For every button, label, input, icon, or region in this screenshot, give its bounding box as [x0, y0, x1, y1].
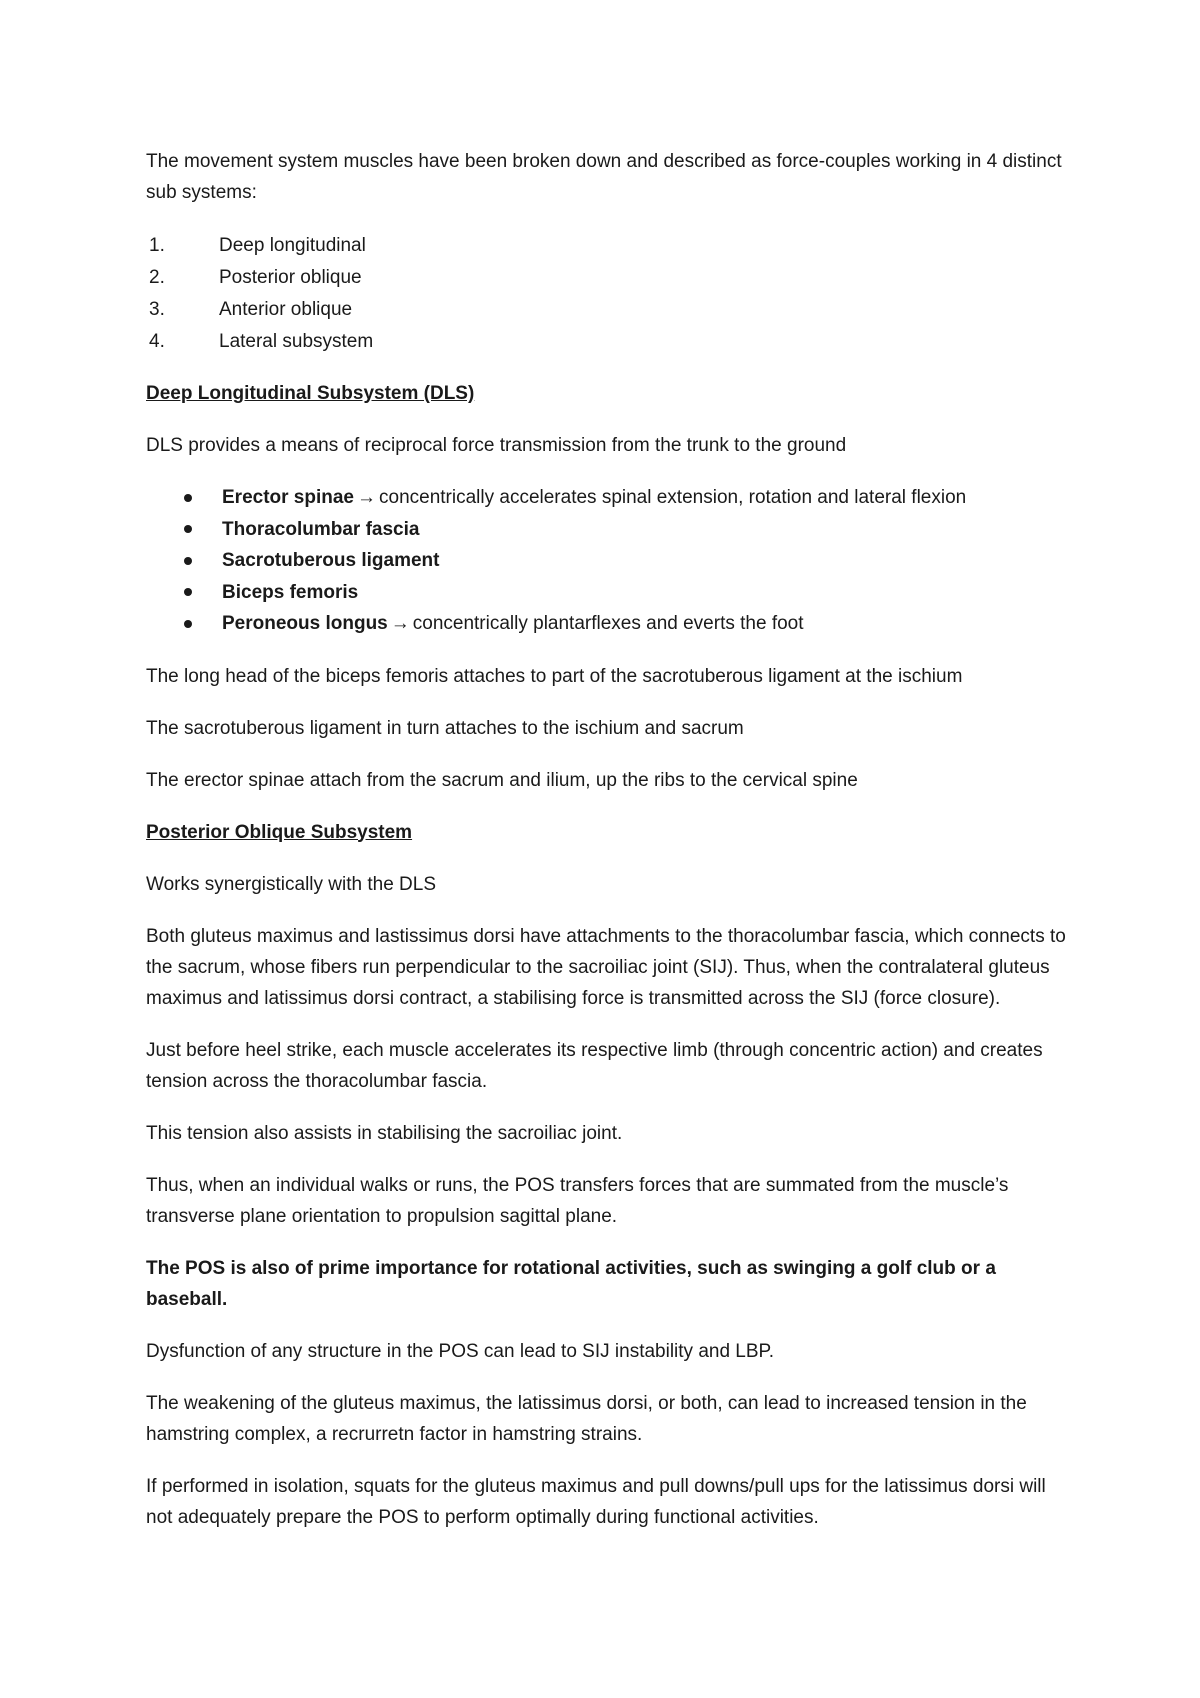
component-detail: concentrically plantarflexes and everts the foot [412, 613, 804, 635]
list-number: 2. [149, 266, 165, 288]
list-item [146, 577, 1076, 609]
pos-paragraph: If performed in isolation, squats for the gluteus maximus and pull downs/pull ups for the latissimus dorsi will not adequately prepare the POS to perform optimally during functional activities. [146, 1475, 1046, 1528]
list-item [146, 545, 1076, 577]
pos-heading: Posterior Oblique Subsystem [146, 821, 413, 843]
intro-paragraph: The movement system muscles have been broken down and described as force-couples working in 4 distinct sub systems: [146, 151, 1062, 203]
list-label: Anterior oblique [219, 298, 353, 320]
list-item [146, 608, 1076, 640]
pos-paragraph: Thus, when an individual walks or runs, the POS transfers forces that are summated from the muscle’s transverse plane orientation to propulsion sagittal plane. [146, 1174, 1009, 1227]
dls-paragraph: The erector spinae attach from the sacrum and ilium, up the ribs to the cervical spine [146, 769, 858, 791]
bullet-icon [184, 494, 192, 502]
list-item [146, 229, 1076, 261]
list-item [146, 293, 1076, 325]
component-detail: concentrically accelerates spinal extension, rotation and lateral flexion [379, 487, 967, 509]
pos-paragraph: Both gluteus maximus and lastissimus dorsi have attachments to the thoracolumbar fascia, which connects to the sacrum, whose fibers run perpendicular to the sacroiliac joint (SIJ). Thus, when the contralateral gluteus maximus and latissimus dorsi contract, a stabilising force is transmitted across the SIJ (force closure). [146, 925, 1066, 1009]
pos-paragraph: This tension also assists in stabilising the sacroiliac joint. [146, 1122, 623, 1144]
dls-paragraph: The long head of the biceps femoris attaches to part of the sacrotuberous ligament at the ischium [146, 665, 963, 687]
dls-paragraph: The sacrotuberous ligament in turn attaches to the ischium and sacrum [146, 717, 744, 739]
document-body [146, 146, 1076, 1554]
list-item [146, 482, 1076, 514]
dls-component-list [146, 482, 1076, 640]
list-number: 4. [149, 330, 165, 352]
bullet-icon [184, 525, 192, 533]
arrow-right-icon: → [357, 487, 376, 509]
list-item [146, 514, 1076, 546]
list-item [146, 261, 1076, 293]
component-term: Peroneous longus [222, 613, 388, 635]
component-term: Sacrotuberous ligament [222, 550, 440, 572]
pos-paragraph: Works synergistically with the DLS [146, 873, 437, 895]
list-number: 3. [149, 298, 165, 320]
dls-heading: Deep Longitudinal Subsystem (DLS) [146, 383, 475, 404]
dls-description: DLS provides a means of reciprocal force transmission from the trunk to the ground [146, 435, 847, 456]
list-label: Posterior oblique [219, 266, 362, 288]
component-term: Biceps femoris [222, 581, 359, 603]
component-term: Erector spinae [222, 487, 354, 509]
pos-paragraph: Dysfunction of any structure in the POS can lead to SIJ instability and LBP. [146, 1340, 775, 1362]
list-number: 1. [149, 234, 165, 256]
pos-paragraph: The weakening of the gluteus maximus, the latissimus dorsi, or both, can lead to increased tension in the hamstring complex, a recrurretn factor in hamstring strains. [146, 1392, 1027, 1445]
list-label: Deep longitudinal [219, 234, 366, 256]
bullet-icon [184, 557, 192, 565]
bullet-icon [184, 588, 192, 596]
pos-paragraph: Just before heel strike, each muscle accelerates its respective limb (through concentric action) and creates tension across the thoracolumbar fascia. [146, 1039, 1043, 1092]
pos-bold-paragraph: The POS is also of prime importance for rotational activities, such as swinging a golf club or a baseball. [146, 1257, 996, 1310]
component-term: Thoracolumbar fascia [222, 518, 420, 540]
subsystem-list [146, 229, 1076, 357]
list-item [146, 325, 1076, 357]
arrow-right-icon: → [390, 613, 410, 635]
list-label: Lateral subsystem [219, 330, 374, 352]
bullet-icon [184, 620, 192, 628]
